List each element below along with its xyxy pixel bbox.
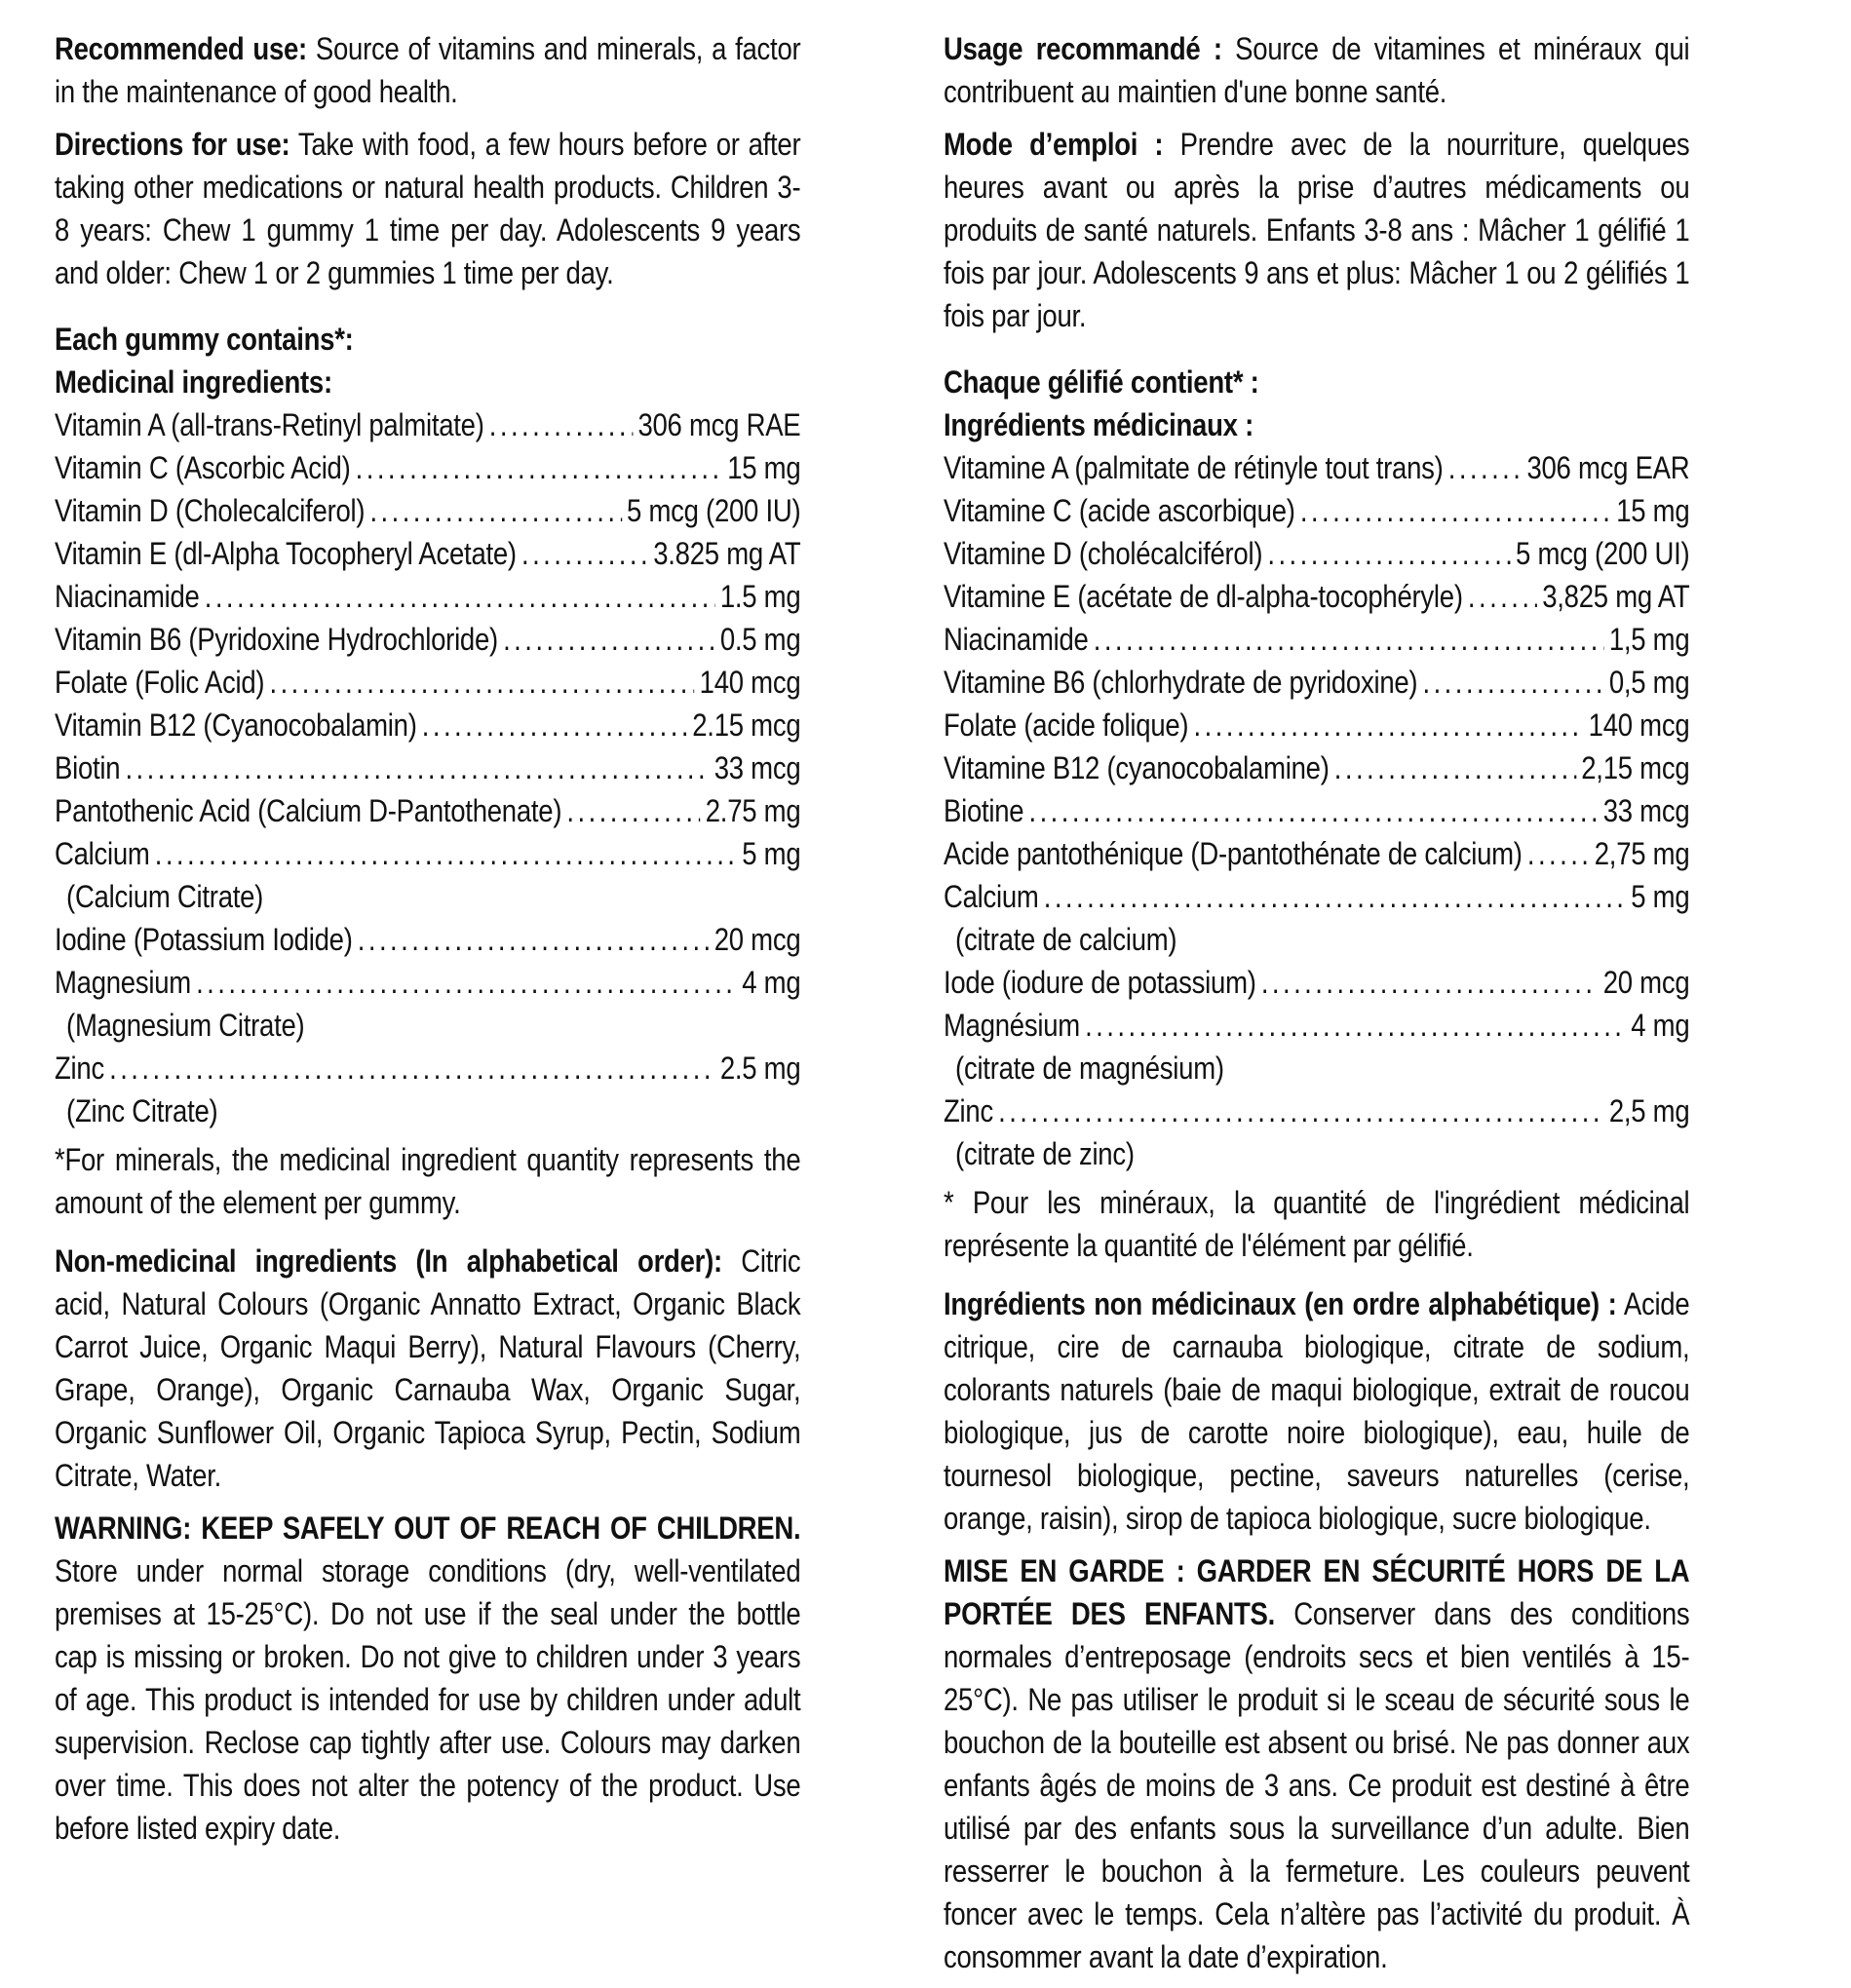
mode-emploi-label: Mode d’emploi : — [944, 127, 1164, 162]
dot-leader — [358, 918, 710, 961]
ingredient-quantity: 5 mcg (200 UI) — [1516, 536, 1690, 571]
ingredient-name: Iodine (Potassium Iodide) — [55, 922, 353, 957]
ingredient-row — [55, 961, 800, 1004]
dot-leader — [356, 446, 722, 489]
ingredient-row — [944, 575, 1689, 618]
ingredient-row — [944, 532, 1689, 575]
non-medicinal-label: Non-medicinal ingredients (In alphabetical order): — [55, 1243, 722, 1279]
ingredient-quantity: 306 mcg RAE — [637, 407, 801, 442]
ingredient-name: Vitamin B6 (Pyridoxine Hydrochloride) — [55, 622, 498, 657]
directions-for-use — [55, 123, 800, 294]
dot-leader — [1422, 661, 1603, 704]
recommended-use-text: Source of vitamins and minerals, a factor in the maintenance of good health. — [55, 31, 801, 109]
mode-emploi — [944, 123, 1689, 337]
dot-leader — [1044, 875, 1626, 918]
warning-text: Store under normal storage conditions (dry, well-ventilated premises at 15-25°C). Do not use if the seal under the bottle cap is missing or broken. Do not give to children under 3 years of age. This product is intended for use by children under adult supervision. Reclose cap tightly after use. Colours may darken over time. This does not alter the potency of the product. Use before listed expiry date. — [55, 1553, 801, 1846]
mode-emploi-text: Prendre avec de la nourriture, quelques heures avant ou après la prise d’autres médicaments ou produits de santé naturels. Enfants 3-8 ans : Mâcher 1 gélifié 1 fois par jour. Adolescents 9 ans et plus: Mâcher 1 ou 2 gélifiés 1 fois par jour. — [944, 127, 1690, 333]
ingredient-row — [944, 789, 1689, 832]
ingredient-list-fr — [944, 446, 1689, 1175]
ingredient-name: Vitamine E (acétate de dl-alpha-tocophéryle) — [944, 579, 1463, 614]
warning-label: WARNING: KEEP SAFELY OUT OF REACH OF CHILDREN. — [55, 1510, 801, 1546]
ingredient-quantity: 1,5 mg — [1608, 622, 1690, 657]
ingredient-name: Vitamin A (all-trans-Retinyl palmitate) — [55, 407, 484, 442]
ingredient-quantity: 4 mg — [742, 965, 801, 1000]
ingredient-row — [55, 575, 800, 618]
ingredient-name: Pantothenic Acid (Calcium D-Pantothenate) — [55, 793, 562, 828]
mise-en-garde-label: MISE EN GARDE : GARDER EN SÉCURITÉ HORS DE LA PORTÉE DES ENFANTS. — [944, 1553, 1690, 1631]
ingredient-name: Vitamin E (dl-Alpha Tocopheryl Acetate) — [55, 536, 517, 571]
ingredient-row — [944, 1004, 1689, 1047]
dot-leader — [1085, 1004, 1626, 1047]
ingredient-source: (Zinc Citrate) — [66, 1093, 218, 1128]
ingredient-row — [55, 832, 800, 875]
dot-leader — [1094, 618, 1604, 661]
ingredient-name: Folate (Folic Acid) — [55, 665, 265, 700]
dot-leader — [521, 532, 648, 575]
ingredient-name: Acide pantothénique (D-pantothénate de calcium) — [944, 836, 1523, 871]
non-medicinal-text: Citric acid, Natural Colours (Organic Annatto Extract, Organic Black Carrot Juice, Organic Maqui Berry), Natural Flavours (Cherry, Grape, Orange), Organic Carnauba Wax, Organic Sugar, Organic Sunflower Oil, Organic Tapioca Syrup, Pectin, Sodium Citrate, Water. — [55, 1243, 801, 1493]
english-column — [55, 27, 800, 1859]
ingredient-row — [55, 489, 800, 532]
ingredient-row — [55, 403, 800, 446]
ingredient-name: Zinc — [944, 1093, 993, 1128]
ingredient-row — [55, 746, 800, 789]
ingredient-quantity: 20 mcg — [1602, 965, 1690, 1000]
ingredient-quantity: 15 mg — [727, 450, 801, 485]
ingredient-quantity: 5 mg — [742, 836, 801, 871]
ingredient-name: Biotin — [55, 750, 121, 785]
dot-leader — [998, 1090, 1604, 1132]
ingredient-quantity: 306 mcg EAR — [1526, 450, 1690, 485]
ingredient-quantity: 2,5 mg — [1608, 1093, 1690, 1128]
french-column — [944, 27, 1689, 1988]
dot-leader — [369, 489, 621, 532]
dot-leader — [503, 618, 715, 661]
ingredient-name: Niacinamide — [55, 579, 200, 614]
ingredient-name: Vitamin D (Cholecalciferol) — [55, 493, 366, 528]
ingredient-row — [944, 446, 1689, 489]
ingredient-quantity: 140 mcg — [699, 665, 801, 700]
medicinal-heading: Medicinal ingredients: — [55, 364, 332, 400]
ingredient-quantity: 0.5 mg — [719, 622, 801, 657]
directions-label: Directions for use: — [55, 127, 290, 162]
dot-leader — [155, 832, 737, 875]
ingredient-row — [944, 704, 1689, 746]
ingredient-name: Calcium — [55, 836, 150, 871]
ingredient-name: Vitamin C (Ascorbic Acid) — [55, 450, 351, 485]
non-medicinal-ingredients — [55, 1240, 800, 1497]
ingredient-row — [944, 1090, 1689, 1132]
mise-en-garde-text: Conserver dans des conditions normales d’entreposage (endroits secs et bien ventilés à 15-25°C). Ne pas utiliser le produit si le sceau de sécurité sous le bouchon de la bouteille est absent ou brisé. Ne pas donner aux enfants âgés de moins de 3 ans. Ce produit est destiné à être utilisé par des enfants sous la surveillance d’un adulte. Bien resserrer le bouchon à la fermeture. Les couleurs peuvent foncer avec le temps. Cela n’altère pas l’activité du produit. À consommer avant la date d’expiration. — [944, 1596, 1690, 1974]
ingredient-quantity: 3.825 mg AT — [653, 536, 801, 571]
ingredient-quantity: 33 mcg — [713, 750, 801, 785]
ingredient-quantity: 2,75 mg — [1594, 836, 1690, 871]
usage-recommande-text: Source de vitamines et minéraux qui contribuent au maintien d'une bonne santé. — [944, 31, 1690, 109]
minerals-footnote: *For minerals, the medicinal ingredient quantity represents the amount of the element per gummy. — [55, 1142, 801, 1220]
ingredient-row — [55, 704, 800, 746]
dot-leader — [1334, 746, 1576, 789]
dot-leader — [1300, 489, 1611, 532]
ingredient-source: (citrate de magnésium) — [955, 1051, 1224, 1086]
medicinaux-heading: Ingrédients médicinaux : — [944, 407, 1254, 442]
ingredient-quantity: 33 mcg — [1602, 793, 1690, 828]
ingredient-name: Iode (iodure de potassium) — [944, 965, 1256, 1000]
dot-leader — [205, 575, 715, 618]
warning — [55, 1507, 800, 1850]
ingredient-quantity: 2.15 mcg — [692, 707, 801, 743]
ingredient-quantity: 5 mcg (200 IU) — [627, 493, 801, 528]
ingredient-quantity: 1.5 mg — [719, 579, 801, 614]
ingredient-row — [944, 661, 1689, 704]
ingredient-row — [944, 961, 1689, 1004]
ingredient-quantity: 2.5 mg — [719, 1051, 801, 1086]
ingredient-row — [55, 532, 800, 575]
ingredient-row — [55, 661, 800, 704]
ingredient-quantity: 3,825 mg AT — [1542, 579, 1690, 614]
dot-leader — [269, 661, 694, 704]
dot-leader — [109, 1047, 715, 1090]
mineraux-footnote: * Pour les minéraux, la quantité de l'ingrédient médicinal représente la quantité de l'élément par gélifié. — [944, 1185, 1690, 1263]
ingredient-quantity: 15 mg — [1616, 493, 1690, 528]
recommended-use-label: Recommended use: — [55, 31, 307, 66]
ingredient-row — [55, 1047, 800, 1090]
ingredient-row — [55, 618, 800, 661]
dot-leader — [566, 789, 700, 832]
ingredient-name: Biotine — [944, 793, 1024, 828]
dot-leader — [125, 746, 709, 789]
ingredient-name: Niacinamide — [944, 622, 1089, 657]
ingredient-quantity: 140 mcg — [1588, 707, 1690, 743]
ingredient-quantity: 4 mg — [1631, 1008, 1690, 1043]
ingredient-row — [944, 618, 1689, 661]
ingredient-quantity: 0,5 mg — [1608, 665, 1690, 700]
ingredient-name: Magnesium — [55, 965, 191, 1000]
ingredient-source: (citrate de calcium) — [955, 922, 1177, 957]
ingredient-name: Zinc — [55, 1051, 104, 1086]
ingredient-name: Magnésium — [944, 1008, 1080, 1043]
ingredient-source: (Calcium Citrate) — [66, 879, 264, 914]
ingredient-row — [55, 918, 800, 961]
dot-leader — [489, 403, 634, 446]
ingredient-name: Vitamine B12 (cyanocobalamine) — [944, 750, 1330, 785]
non-medicinaux-text: Acide citrique, cire de carnauba biologique, citrate de sodium, colorants naturels (baie de maqui biologique, extrait de roucou biologique, jus de carotte noire biologique), eau, huile de tournesol biologique, pectine, saveurs naturelles (cerise, orange, raisin), sirop de tapioca biologique, sucre biologique. — [944, 1286, 1690, 1536]
ingredient-name: Vitamine B6 (chlorhydrate de pyridoxine) — [944, 665, 1418, 700]
ingredient-row — [55, 446, 800, 489]
recommended-use — [55, 27, 800, 113]
ingredient-row — [944, 746, 1689, 789]
dot-leader — [1261, 961, 1599, 1004]
each-gummy-heading: Each gummy contains*: — [55, 322, 354, 357]
chaque-gelifie-heading: Chaque gélifié contient* : — [944, 364, 1259, 400]
ingredient-quantity: 5 mg — [1631, 879, 1690, 914]
mise-en-garde — [944, 1549, 1689, 1978]
dot-leader — [1448, 446, 1523, 489]
dot-leader — [1193, 704, 1583, 746]
ingredient-name: Vitamine C (acide ascorbique) — [944, 493, 1295, 528]
dot-leader — [1527, 832, 1590, 875]
ingredient-source: (citrate de zinc) — [955, 1136, 1135, 1171]
ingredient-row — [944, 832, 1689, 875]
non-medicinaux-label: Ingrédients non médicinaux (en ordre alphabétique) : — [944, 1286, 1617, 1321]
dot-leader — [1267, 532, 1510, 575]
non-medicinaux — [944, 1282, 1689, 1540]
ingredient-name: Folate (acide folique) — [944, 707, 1189, 743]
ingredient-name: Calcium — [944, 879, 1039, 914]
ingredient-quantity: 20 mcg — [713, 922, 801, 957]
dot-leader — [422, 704, 687, 746]
ingredient-name: Vitamin B12 (Cyanocobalamin) — [55, 707, 417, 743]
ingredient-row — [944, 489, 1689, 532]
ingredient-name: Vitamine A (palmitate de rétinyle tout trans) — [944, 450, 1444, 485]
ingredient-list — [55, 403, 800, 1132]
dot-leader — [196, 961, 737, 1004]
ingredient-source: (Magnesium Citrate) — [66, 1008, 305, 1043]
ingredient-quantity: 2,15 mcg — [1581, 750, 1690, 785]
ingredient-row — [944, 875, 1689, 918]
ingredient-row — [55, 789, 800, 832]
usage-recommande-label: Usage recommandé : — [944, 31, 1222, 66]
ingredient-quantity: 2.75 mg — [705, 793, 801, 828]
dot-leader — [1029, 789, 1599, 832]
dot-leader — [1468, 575, 1537, 618]
ingredient-name: Vitamine D (cholécalciférol) — [944, 536, 1263, 571]
directions-text: Take with food, a few hours before or after taking other medications or natural health products. Children 3-8 years: Chew 1 gummy 1 time per day. Adolescents 9 years and older: Chew 1 or 2 gummies 1 time per day. — [55, 127, 801, 290]
usage-recommande — [944, 27, 1689, 113]
